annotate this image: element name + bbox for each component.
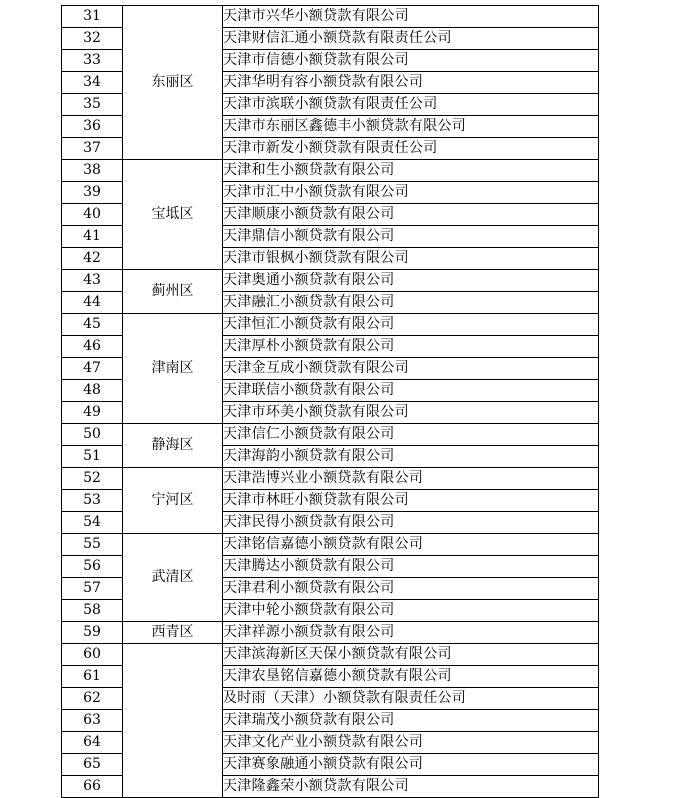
row-number: 47: [62, 358, 123, 380]
company-name: 天津君利小额贷款有限公司: [223, 578, 599, 600]
row-number: 63: [62, 710, 123, 732]
row-number: 65: [62, 754, 123, 776]
row-number: 34: [62, 72, 123, 94]
registry-table-body: [62, 6, 599, 798]
company-name: 天津市新发小额贷款有限责任公司: [223, 138, 599, 160]
company-name: 天津海韵小额贷款有限公司: [223, 446, 599, 468]
lender-registry-table: [61, 5, 599, 798]
company-name: 天津农垦铭信嘉德小额贷款有限公司: [223, 666, 599, 688]
table-row: [62, 314, 599, 336]
row-number: 61: [62, 666, 123, 688]
company-name: 天津金互成小额贷款有限公司: [223, 358, 599, 380]
district-cell: 宁河区: [123, 468, 223, 534]
row-number: 45: [62, 314, 123, 336]
table-row: [62, 270, 599, 292]
table-row: [62, 6, 599, 28]
row-number: 36: [62, 116, 123, 138]
table-row: [62, 468, 599, 490]
company-name: 天津顺康小额贷款有限公司: [223, 204, 599, 226]
company-name: 天津瑞茂小额贷款有限公司: [223, 710, 599, 732]
company-name: 天津恒汇小额贷款有限公司: [223, 314, 599, 336]
row-number: 42: [62, 248, 123, 270]
company-name: 天津民得小额贷款有限公司: [223, 512, 599, 534]
row-number: 32: [62, 28, 123, 50]
row-number: 66: [62, 776, 123, 798]
row-number: 64: [62, 732, 123, 754]
company-name: 天津隆鑫荣小额贷款有限公司: [223, 776, 599, 798]
company-name: 天津浩博兴业小额贷款有限公司: [223, 468, 599, 490]
district-cell: 东丽区: [123, 6, 223, 160]
row-number: 35: [62, 94, 123, 116]
company-name: 天津市环美小额贷款有限公司: [223, 402, 599, 424]
row-number: 48: [62, 380, 123, 402]
company-name: 天津奥通小额贷款有限公司: [223, 270, 599, 292]
row-number: 43: [62, 270, 123, 292]
company-name: 及时雨（天津）小额贷款有限责任公司: [223, 688, 599, 710]
district-cell: 宝坻区: [123, 160, 223, 270]
company-name: 天津中轮小额贷款有限公司: [223, 600, 599, 622]
company-name: 天津联信小额贷款有限公司: [223, 380, 599, 402]
company-name: 天津市信德小额贷款有限公司: [223, 50, 599, 72]
row-number: 53: [62, 490, 123, 512]
company-name: 天津滨海新区天保小额贷款有限公司: [223, 644, 599, 666]
company-name: 天津信仁小额贷款有限公司: [223, 424, 599, 446]
company-name: 天津祥源小额贷款有限公司: [223, 622, 599, 644]
row-number: 60: [62, 644, 123, 666]
row-number: 54: [62, 512, 123, 534]
company-name: 天津铭信嘉德小额贷款有限公司: [223, 534, 599, 556]
row-number: 56: [62, 556, 123, 578]
district-cell: 静海区: [123, 424, 223, 468]
row-number: 59: [62, 622, 123, 644]
row-number: 51: [62, 446, 123, 468]
company-name: 天津财信汇通小额贷款有限责任公司: [223, 28, 599, 50]
company-name: 天津市银枫小额贷款有限公司: [223, 248, 599, 270]
company-name: 天津厚朴小额贷款有限公司: [223, 336, 599, 358]
company-name: 天津市东丽区鑫德丰小额贷款有限公司: [223, 116, 599, 138]
company-name: 天津市滨联小额贷款有限责任公司: [223, 94, 599, 116]
company-name: 天津市汇中小额贷款有限公司: [223, 182, 599, 204]
row-number: 31: [62, 6, 123, 28]
row-number: 50: [62, 424, 123, 446]
row-number: 46: [62, 336, 123, 358]
company-name: 天津融汇小额贷款有限公司: [223, 292, 599, 314]
table-row: [62, 160, 599, 182]
table-row: [62, 534, 599, 556]
company-name: 天津鼎信小额贷款有限公司: [223, 226, 599, 248]
row-number: 58: [62, 600, 123, 622]
row-number: 57: [62, 578, 123, 600]
district-cell: 津南区: [123, 314, 223, 424]
row-number: 62: [62, 688, 123, 710]
company-name: 天津文化产业小额贷款有限公司: [223, 732, 599, 754]
row-number: 41: [62, 226, 123, 248]
row-number: 39: [62, 182, 123, 204]
company-name: 天津和生小额贷款有限公司: [223, 160, 599, 182]
row-number: 37: [62, 138, 123, 160]
district-cell: [123, 644, 223, 798]
district-cell: 蓟州区: [123, 270, 223, 314]
table-row: [62, 424, 599, 446]
district-cell: 西青区: [123, 622, 223, 644]
row-number: 49: [62, 402, 123, 424]
district-cell: 武清区: [123, 534, 223, 622]
table-row: [62, 622, 599, 644]
company-name: 天津赛象融通小额贷款有限公司: [223, 754, 599, 776]
row-number: 52: [62, 468, 123, 490]
company-name: 天津市兴华小额贷款有限公司: [223, 6, 599, 28]
row-number: 44: [62, 292, 123, 314]
company-name: 天津腾达小额贷款有限公司: [223, 556, 599, 578]
row-number: 55: [62, 534, 123, 556]
row-number: 38: [62, 160, 123, 182]
table-row: [62, 644, 599, 666]
company-name: 天津华明有容小额贷款有限公司: [223, 72, 599, 94]
row-number: 33: [62, 50, 123, 72]
row-number: 40: [62, 204, 123, 226]
company-name: 天津市林旺小额贷款有限公司: [223, 490, 599, 512]
